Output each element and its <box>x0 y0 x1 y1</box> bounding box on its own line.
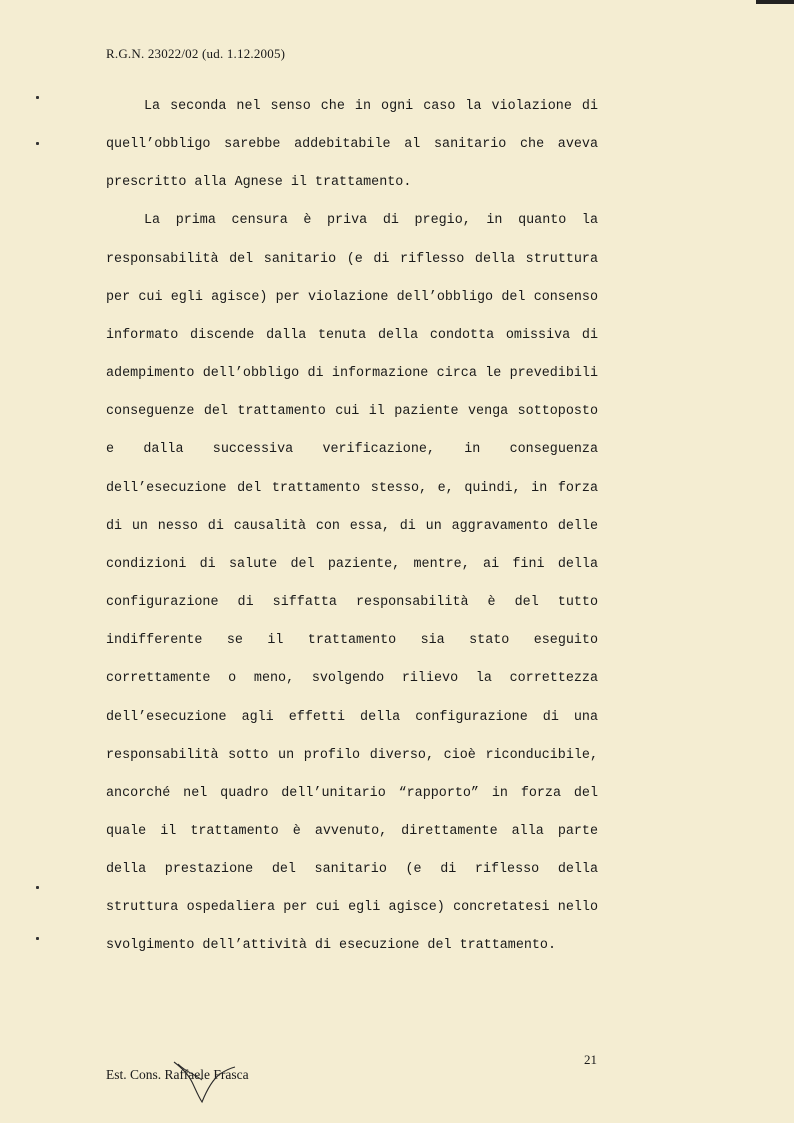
case-reference: R.G.N. 23022/02 (ud. 1.12.2005) <box>106 46 286 61</box>
body-text <box>106 88 598 966</box>
margin-mark <box>36 937 39 940</box>
margin-mark <box>36 96 39 99</box>
handwritten-signature <box>168 1058 238 1104</box>
signatory-line: Est. Cons. Raffaele Frasca <box>106 1067 249 1082</box>
scan-edge-mark <box>756 0 794 4</box>
margin-mark <box>36 142 39 145</box>
paragraph-2: La prima censura è priva di pregio, in quanto la responsabilità del sanitario (e di riflesso della struttura per cui egli agisce) per violazione dell’obbligo del consenso informato discende dalla tenuta della condotta omissiva di adempimento dell’obbligo di informazione circa le prevedibili conseguenze del trattamento cui il paziente venga sottoposto e dalla successiva verificazione, in conseguenza dell’esecuzione del trattamento stesso, e, quindi, in forza di un nesso di causalità con essa, di un aggravamento delle condizioni di salute del paziente, mentre, ai fini della configurazione di siffatta responsabilità è del tutto indifferente se il trattamento sia stato eseguito correttamente o meno, svolgendo rilievo la correttezza dell’esecuzione agli effetti della configurazione di una responsabilità sotto un profilo diverso, cioè riconducibile, ancorché nel quadro dell’unitario “rapporto” in forza del quale il trattamento è avvenuto, direttamente alla parte della prestazione del sanitario (e di riflesso della struttura ospedaliera per cui egli agisce) concretatesi nello svolgimento dell’attività di esecuzione del trattamento. <box>106 213 598 954</box>
page-number: 21 <box>584 1052 597 1067</box>
margin-mark <box>36 886 39 889</box>
paragraph-1: La seconda nel senso che in ogni caso la violazione di quell’obbligo sarebbe addebitabile al sanitario che aveva prescritto alla Agnese il trattamento. <box>106 99 598 191</box>
